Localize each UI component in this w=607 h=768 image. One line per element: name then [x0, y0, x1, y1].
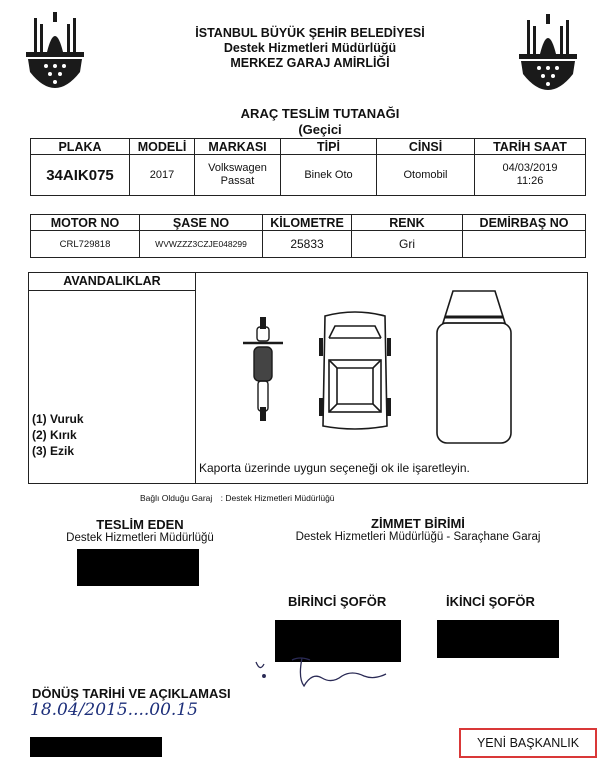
- garage-label: Bağlı Olduğu Garaj: [140, 493, 213, 503]
- return-heading: DÖNÜŞ TARİHİ VE AÇIKLAMASI: [32, 686, 231, 701]
- kaporta-note: Kaporta üzerinde uygun seçeneği ok ile işaretleyin.: [199, 461, 470, 475]
- ibb-logo-left-icon: [20, 12, 90, 100]
- value-cinsi: Otomobil: [377, 155, 475, 196]
- value-kilometre: 25833: [263, 231, 352, 258]
- header-line3: MERKEZ GARAJ AMİRLİĞİ: [230, 56, 390, 70]
- value-markasi: [195, 155, 281, 196]
- value-markasi-model: Passat: [220, 175, 255, 187]
- birinci-sofor-label: BİRİNCİ ŞOFÖR: [288, 594, 387, 609]
- avandaliklar-heading: AVANDALIKLAR: [29, 273, 195, 291]
- teslim-eden-value: Destek Hizmetleri Müdürlüğü: [66, 532, 214, 544]
- zimmet-birimi-block: [268, 516, 568, 543]
- header-motor-no: MOTOR NO: [31, 215, 140, 231]
- header-renk: RENK: [352, 215, 463, 231]
- header-sase-no: ŞASE NO: [140, 215, 263, 231]
- value-sase-no: WVWZZZ3CZJE048299: [140, 231, 263, 258]
- header-tipi: TİPİ: [281, 139, 377, 155]
- value-demirbas-no: [463, 231, 586, 258]
- ikinci-sofor-label: İKİNCİ ŞOFÖR: [446, 594, 535, 609]
- zimmet-birimi-heading: ZİMMET BİRİMİ: [371, 516, 465, 531]
- header-line2: Destek Hizmetleri Müdürlüğü: [223, 41, 397, 55]
- zimmet-birimi-value: Destek Hizmetleri Müdürlüğü - Saraçhane Garaj: [295, 531, 541, 543]
- value-tipi: Binek Oto: [281, 155, 377, 196]
- document-title: [180, 106, 460, 138]
- legend-vuruk: (1) Vuruk: [32, 412, 84, 426]
- teslim-eden-heading: TESLİM EDEN: [96, 517, 184, 532]
- garage-value: : Destek Hizmetleri Müdürlüğü: [220, 493, 335, 503]
- garage-line: [140, 493, 335, 503]
- header-kilometre: KİLOMETRE: [263, 215, 352, 231]
- redaction-ikinci: [437, 620, 559, 658]
- value-tarih: 04/03/2019: [502, 162, 558, 174]
- legend-ezik: (3) Ezik: [32, 444, 75, 458]
- title-sub: (Geçici: [298, 122, 342, 137]
- value-tarih-saat: [475, 155, 586, 196]
- title-main: ARAÇ TESLİM TUTANAĞI: [240, 106, 400, 121]
- header-plaka: PLAKA: [31, 139, 130, 155]
- yeni-baskanlik-stamp: YENİ BAŞKANLIK: [459, 728, 597, 758]
- avandaliklar-box: [28, 272, 588, 484]
- van-diagram-icon: [433, 287, 515, 447]
- value-saat: 11:26: [516, 175, 544, 187]
- car-top-diagram-icon: [315, 308, 395, 433]
- motorcycle-diagram-icon: [239, 313, 287, 423]
- avandaliklar-left-panel: [29, 273, 196, 483]
- ibb-logo-right-icon: [513, 14, 583, 102]
- return-handwritten-date: 18.04/2015....00.15: [30, 700, 198, 720]
- signature-scribble-icon: [252, 650, 392, 695]
- header-tarih-saat: TARİH SAAT: [475, 139, 586, 155]
- value-renk: Gri: [352, 231, 463, 258]
- value-modeli: 2017: [130, 155, 195, 196]
- header-demirbas-no: DEMİRBAŞ NO: [463, 215, 586, 231]
- header-cinsi: CİNSİ: [377, 139, 475, 155]
- vehicle-table: [30, 138, 586, 196]
- redaction-teslim: [77, 549, 199, 586]
- header-markasi: MARKASI: [195, 139, 281, 155]
- engine-table: [30, 214, 586, 258]
- header: [150, 26, 470, 71]
- legend-kirik: (2) Kırık: [32, 428, 77, 442]
- redaction-return: [30, 737, 162, 757]
- header-line1: İSTANBUL BÜYÜK ŞEHİR BELEDİYESİ: [195, 26, 425, 40]
- value-markasi-brand: Volkswagen: [208, 162, 267, 174]
- header-modeli: MODELİ: [130, 139, 195, 155]
- damage-legend: [32, 411, 84, 459]
- teslim-eden-block: [40, 517, 240, 544]
- value-plaka: 34AIK075: [31, 155, 130, 196]
- value-motor-no: CRL729818: [31, 231, 140, 258]
